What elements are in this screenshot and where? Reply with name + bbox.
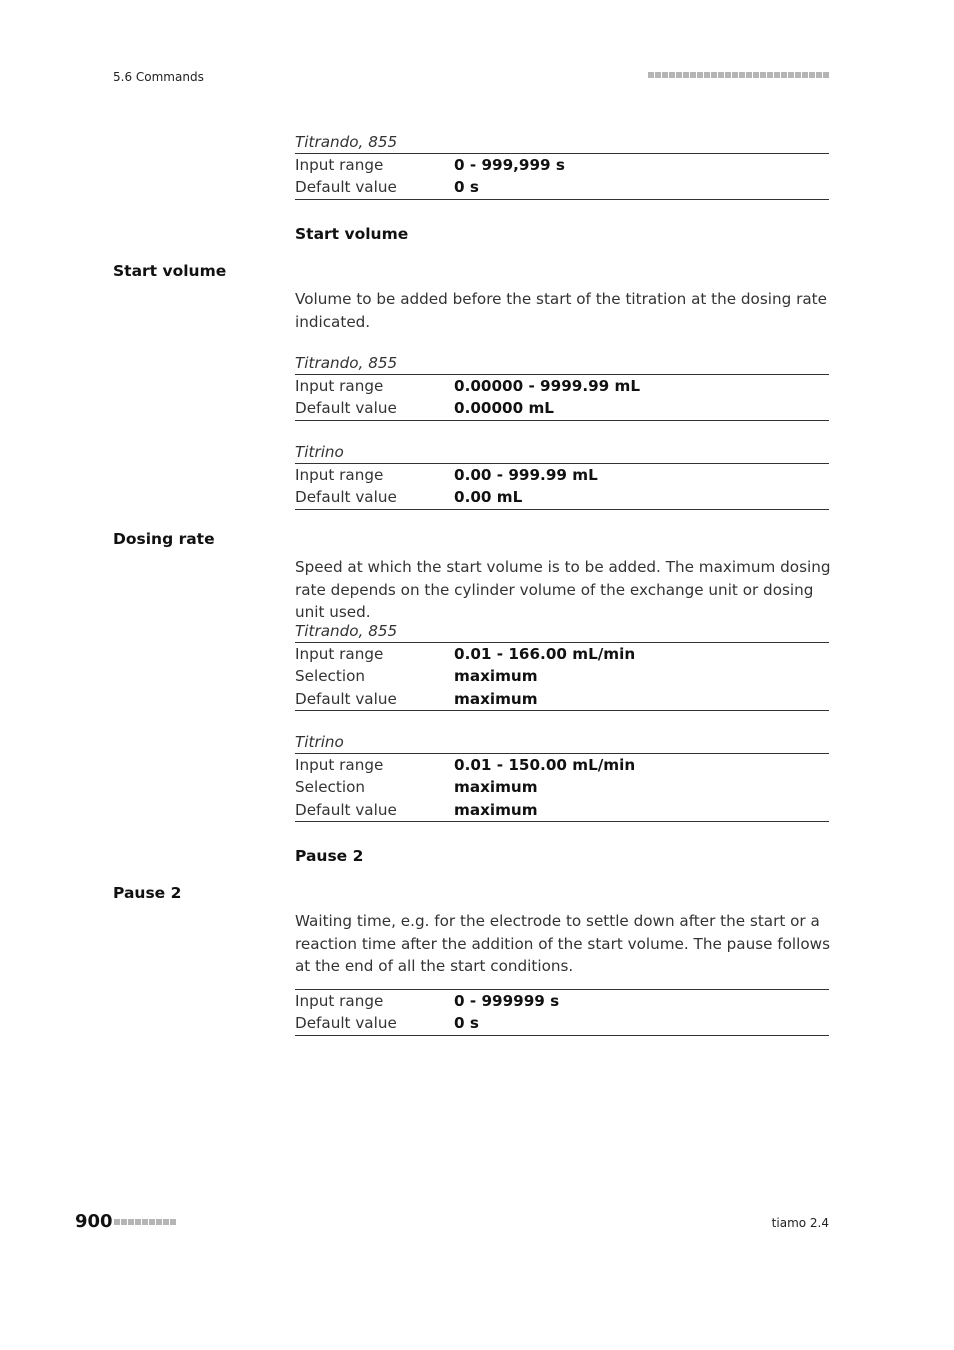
row-key: Input range xyxy=(295,756,384,774)
table-caption: Titrando, 855 xyxy=(295,620,829,643)
row-key: Default value xyxy=(295,488,397,507)
running-header-section: 5.6 Commands xyxy=(113,70,204,84)
table-row xyxy=(295,643,829,665)
row-key: Input range xyxy=(295,377,384,395)
row-value: 0 - 999,999 s xyxy=(454,156,565,174)
row-value: maximum xyxy=(454,689,538,708)
table-row xyxy=(295,486,829,508)
row-key: Default value xyxy=(295,689,397,708)
row-value: 0 s xyxy=(454,1014,479,1033)
footer-decoration xyxy=(114,1219,176,1225)
row-value: maximum xyxy=(454,667,538,686)
row-value: maximum xyxy=(454,778,538,797)
table-row xyxy=(295,375,829,397)
table-row xyxy=(295,176,829,198)
page-number: 900 xyxy=(75,1211,113,1232)
side-heading-dosing-rate: Dosing rate xyxy=(113,530,215,548)
table-row xyxy=(295,464,829,486)
table-caption: Titrino xyxy=(295,731,829,754)
row-key: Default value xyxy=(295,800,397,819)
param-table-titrino-start-volume xyxy=(295,441,829,510)
column-heading-start-volume: Start volume xyxy=(295,225,409,243)
column-heading-pause-2: Pause 2 xyxy=(295,847,364,865)
table-row xyxy=(295,754,829,776)
row-key: Default value xyxy=(295,399,397,418)
table-row xyxy=(295,665,829,687)
product-version: tiamo 2.4 xyxy=(771,1216,829,1230)
description-start-volume: Volume to be added before the start of the titration at the dosing rate indicated. xyxy=(295,290,827,331)
table-row xyxy=(295,799,829,821)
row-key: Input range xyxy=(295,645,384,663)
row-value: 0 s xyxy=(454,178,479,197)
table-row xyxy=(295,154,829,176)
description-pause-2: Waiting time, e.g. for the electrode to settle down after the start or a reaction time after the addition of the start volume. The pause follows at the end of all the start conditions. xyxy=(295,912,830,975)
side-heading-start-volume: Start volume xyxy=(113,262,227,280)
table-caption: Titrando, 855 xyxy=(295,131,829,154)
row-value: maximum xyxy=(454,800,538,819)
row-value: 0.00 - 999.99 mL xyxy=(454,466,598,484)
param-table-pause-2 xyxy=(295,989,829,1036)
param-table-titrino-dosing-rate xyxy=(295,731,829,822)
row-key: Input range xyxy=(295,156,384,174)
row-value: 0 - 999999 s xyxy=(454,992,560,1010)
table-row xyxy=(295,990,829,1012)
table-row xyxy=(295,776,829,798)
row-value: 0.01 - 150.00 mL/min xyxy=(454,756,636,774)
side-heading-pause-2: Pause 2 xyxy=(113,884,182,902)
table-row xyxy=(295,688,829,710)
row-key: Selection xyxy=(295,667,365,686)
row-key: Selection xyxy=(295,778,365,797)
row-value: 0.00 mL xyxy=(454,488,523,507)
param-table-titrando-dosing-rate xyxy=(295,620,829,711)
table-caption: Titrino xyxy=(295,441,829,464)
table-row xyxy=(295,1012,829,1034)
description-dosing-rate: Speed at which the start volume is to be added. The maximum dosing rate depends on the cylinder volume of the exchange unit or dosing unit used. xyxy=(295,558,831,621)
row-value: 0.01 - 166.00 mL/min xyxy=(454,645,636,663)
table-caption: Titrando, 855 xyxy=(295,352,829,375)
row-key: Default value xyxy=(295,178,397,197)
header-decoration xyxy=(648,72,829,78)
param-table-titrando-pause xyxy=(295,131,829,200)
row-value: 0.00000 mL xyxy=(454,399,554,418)
row-value: 0.00000 - 9999.99 mL xyxy=(454,377,641,395)
row-key: Input range xyxy=(295,992,384,1010)
row-key: Default value xyxy=(295,1014,397,1033)
table-row xyxy=(295,397,829,419)
param-table-titrando-start-volume xyxy=(295,352,829,421)
row-key: Input range xyxy=(295,466,384,484)
